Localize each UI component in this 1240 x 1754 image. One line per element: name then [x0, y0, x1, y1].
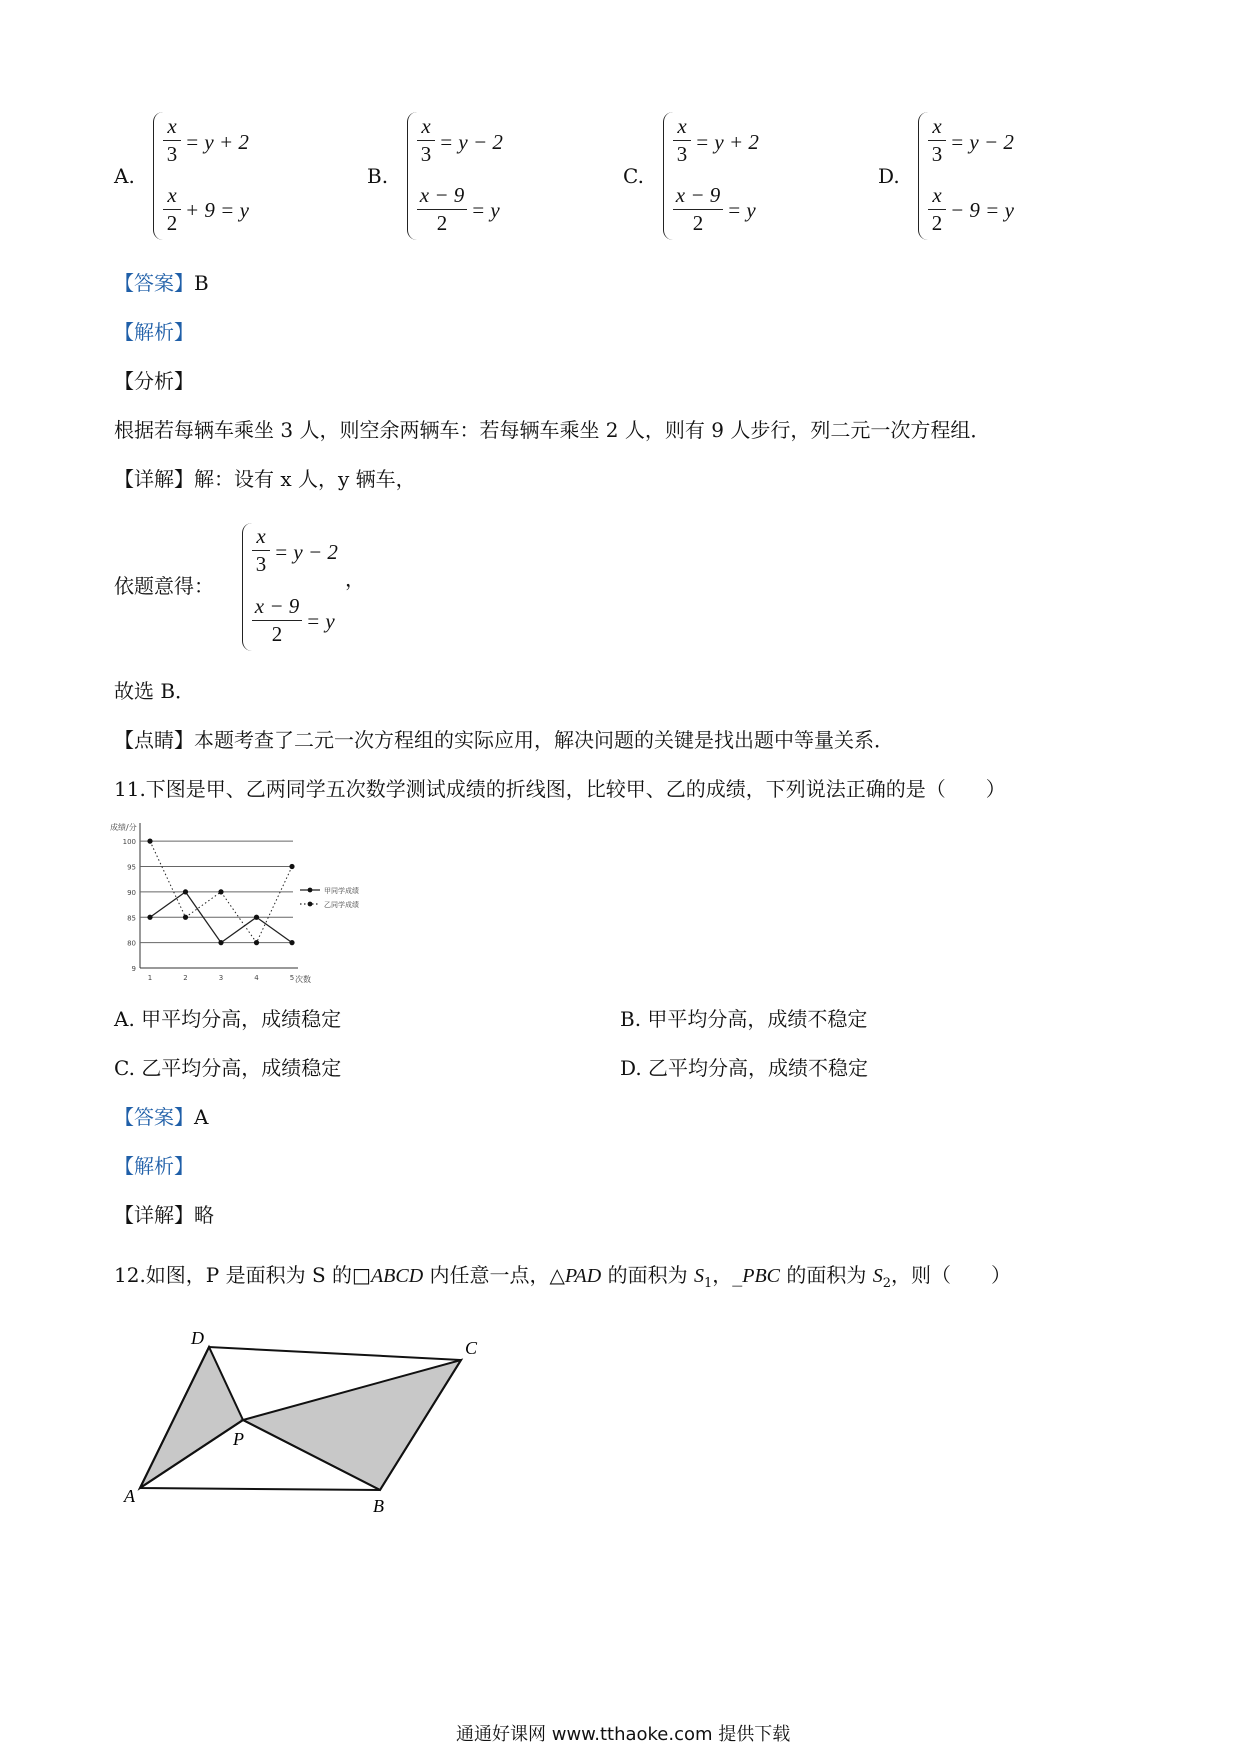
q10-option-b-eq1-rest: = y − 2 [439, 130, 503, 154]
q10-option-a-label: A. [114, 164, 135, 188]
x-tick-label: 2 [183, 974, 188, 982]
y-tick-label: 90 [127, 888, 136, 897]
q11-option-d [620, 1055, 868, 1081]
x-axis-title: 次数 [295, 975, 311, 984]
series-2-point [218, 889, 223, 894]
q10-option-d-eq1-frac: x 3 [928, 114, 946, 167]
y-tick-label: 9 [131, 965, 136, 973]
shaded-triangle-pad [140, 1347, 243, 1488]
series-1-point [289, 940, 294, 945]
vertex-label-a: A [124, 1486, 135, 1506]
option-text: 乙平均分高，成绩不稳定 [648, 1056, 869, 1080]
q10-system-eq1-rest: = y − 2 [274, 540, 338, 564]
q10-option-d-eq2-rest: − 9 = y [950, 198, 1014, 222]
detail-label: 【详解】 [114, 467, 194, 491]
q11-question: 11.下图是甲、乙两同学五次数学测试成绩的折线图，比较甲、乙的成绩，下列说法正确的是（ ） [114, 777, 1006, 801]
q10-option-a-eq2-frac: x 2 [163, 183, 181, 236]
q10-guxuan: 故选 B． [114, 679, 196, 703]
series-1-point [183, 889, 188, 894]
q10-fenxi-text: 根据若每辆车乘坐 3 人，则空余两辆车：若每辆车乘坐 2 人，则有 9 人步行，列二元一次方程组． [114, 418, 991, 442]
series-1-point [218, 940, 223, 945]
q10-detail [114, 466, 416, 492]
legend-label-2: 乙同学成绩 [324, 901, 359, 909]
q10-option-c-eq1-rest: = y + 2 [695, 130, 759, 154]
q11-answer [114, 1104, 208, 1130]
q10-option-a-eq2-rest: + 9 = y [185, 198, 249, 222]
chart-legend [300, 886, 359, 909]
legend-marker-1 [308, 888, 313, 893]
q10-option-b-label: B. [367, 164, 389, 188]
detail-text: 解：设有 x 人，y 辆车， [194, 467, 416, 491]
option-label: C. [114, 1056, 135, 1080]
q10-fenxi-label: 【分析】 [114, 369, 194, 393]
shaded-triangle-pbc [243, 1360, 461, 1490]
x-tick-label: 1 [147, 974, 153, 982]
legend-marker-2 [308, 902, 313, 907]
q11-line-chart [108, 818, 438, 1003]
q10-option-b-eq2-frac: x − 9 2 [417, 183, 467, 236]
option-label: B. [620, 1007, 642, 1031]
series-2-point [147, 839, 152, 844]
q10-option-c-eq2-frac: x − 9 2 [673, 183, 723, 236]
dianjing-text: 本题考查了二元一次方程组的实际应用，解决问题的关键是找出题中等量关系． [194, 728, 894, 752]
q10-option-d-eq1-rest: = y − 2 [950, 130, 1014, 154]
y-tick-label: 100 [122, 838, 136, 847]
q12-question: 12.如图，P 是面积为 S 的□ABCD 内任意一点，△PAD 的面积为 $S_1$，_PBC 的面积为 $S_2$，则（ ） [114, 1263, 1012, 1291]
series-2-point [289, 864, 294, 869]
dianjing-label: 【点睛】 [114, 728, 194, 752]
q10-option-a-eq1-rest: = y + 2 [185, 130, 249, 154]
option-text: 乙平均分高，成绩稳定 [141, 1056, 342, 1080]
q10-yiti-label: 依题意得： [114, 574, 214, 598]
q10-option-c-eq1-frac: x 3 [673, 114, 691, 167]
page-footer: 通通好课网 www.tthaoke.com 提供下载 [456, 1724, 791, 1745]
vertex-label-b: B [373, 1496, 384, 1516]
option-label: A. [114, 1007, 135, 1031]
q12-parallelogram-diagram [115, 1330, 495, 1520]
q10-option-d-eq2-frac: x 2 [928, 183, 946, 236]
q10-option-a-eq1-frac: x 3 [163, 114, 181, 167]
y-tick-label: 80 [127, 939, 136, 948]
triangle-symbol: △ [549, 1263, 565, 1287]
detail-label: 【详解】 [114, 1203, 194, 1227]
y-tick-label: 85 [127, 914, 136, 923]
answer-label: 【答案】 [114, 271, 194, 295]
series-2-point [254, 940, 259, 945]
y-tick-label: 95 [127, 863, 136, 872]
answer-label: 【答案】 [114, 1105, 194, 1129]
x-tick-label: 4 [254, 974, 259, 982]
series-1-point [147, 915, 152, 920]
parallelogram-symbol: □ [352, 1263, 371, 1287]
q10-option-c-label: C. [623, 164, 644, 188]
q10-answer [114, 270, 209, 296]
q10-analysis-label: 【解析】 [114, 320, 194, 344]
vertex-label-p: P [233, 1429, 244, 1449]
q10-system-eq2-rest: = y [306, 609, 335, 633]
q11-option-a [114, 1006, 341, 1032]
q10-option-b-eq1-frac: x 3 [417, 114, 435, 167]
series-2-point [183, 915, 188, 920]
x-tick-label: 3 [218, 974, 224, 982]
q10-system-eq2-frac: x − 9 2 [252, 594, 302, 647]
option-text: 甲平均分高，成绩不稳定 [647, 1007, 868, 1031]
q10-option-d-label: D. [878, 164, 900, 188]
legend-label-1: 甲同学成绩 [324, 887, 359, 895]
y-axis-title: 成绩/分 [110, 823, 137, 832]
q11-option-c [114, 1055, 341, 1081]
series-1-point [254, 915, 259, 920]
q11-detail [114, 1202, 214, 1228]
option-text: 甲平均分高，成绩稳定 [141, 1007, 342, 1031]
q10-option-b-eq2-rest: = y [471, 198, 500, 222]
x-tick-label: 5 [289, 974, 295, 982]
q10-dianjing [114, 727, 894, 753]
q11-analysis-label: 【解析】 [114, 1154, 194, 1178]
q10-system-eq1-frac: x 3 [252, 524, 270, 577]
q11-option-b [620, 1006, 867, 1032]
detail-text: 略 [194, 1203, 214, 1227]
chart-axes [110, 822, 311, 984]
q10-option-c-eq2-rest: = y [727, 198, 756, 222]
vertex-label-c: C [465, 1338, 478, 1358]
option-label: D. [620, 1056, 642, 1080]
answer-value: A [194, 1105, 209, 1129]
answer-value: B [194, 271, 209, 295]
vertex-label-d: D [191, 1330, 204, 1348]
q10-system-comma: ， [345, 567, 365, 591]
